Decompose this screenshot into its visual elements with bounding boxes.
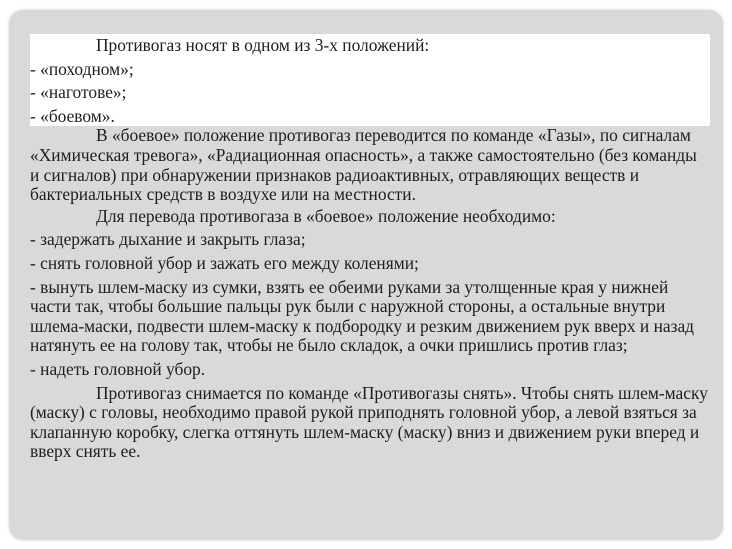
positions-highlight-block [30, 34, 710, 126]
step-remove-headwear: - снять головной убор и зажать его между коленями; [30, 252, 419, 273]
step-put-on-mask: - вынуть шлем-маску из сумки, взять ее обеими руками за утолщенные края у нижней части так, чтобы большие пальцы рук были с наружной стороны, а остальные внутри шлема-маски, подвести шлем-маску к подбородку и резким движением рук вверх и назад натянуть ее на голову так, чтобы не было складок, а очки пришлись против глаз; [30, 276, 695, 356]
position-marching: - «походном»; [30, 58, 134, 79]
step-hold-breath: - задержать дыхание и закрыть глаза; [30, 229, 306, 250]
slide-content [30, 34, 710, 462]
removal-paragraph: Противогаз снимается по команде «Противогазы снять». Чтобы снять шлем-маску (маску) с головы, необходимо правой рукой приподнять головной убор, а левой взяться за клапанную коробку, слегка оттянуть шлем-маску (маску) вниз и движением руки вперед и вверх снять ее. [30, 382, 708, 462]
steps-intro: Для перевода противогаза в «боевое» положение необходимо: [96, 205, 556, 226]
combat-paragraph: В «боевое» положение противогаз переводится по команде «Газы», по сигналам «Химическая тревога», «Радиационная опасность», а также самостоятельно (без команды и сигналов) при обнаружении признаков радиоактивных, отравляющих веществ и бактериальных средств в воздухе или на местности. [30, 125, 697, 205]
positions-intro: Противогаз носят в одном из 3-х положений: [96, 35, 430, 55]
position-combat: - «боевом». [30, 105, 115, 126]
position-ready: - «наготове»; [30, 82, 127, 103]
step-put-on-headwear: - надеть головной убор. [30, 358, 206, 379]
